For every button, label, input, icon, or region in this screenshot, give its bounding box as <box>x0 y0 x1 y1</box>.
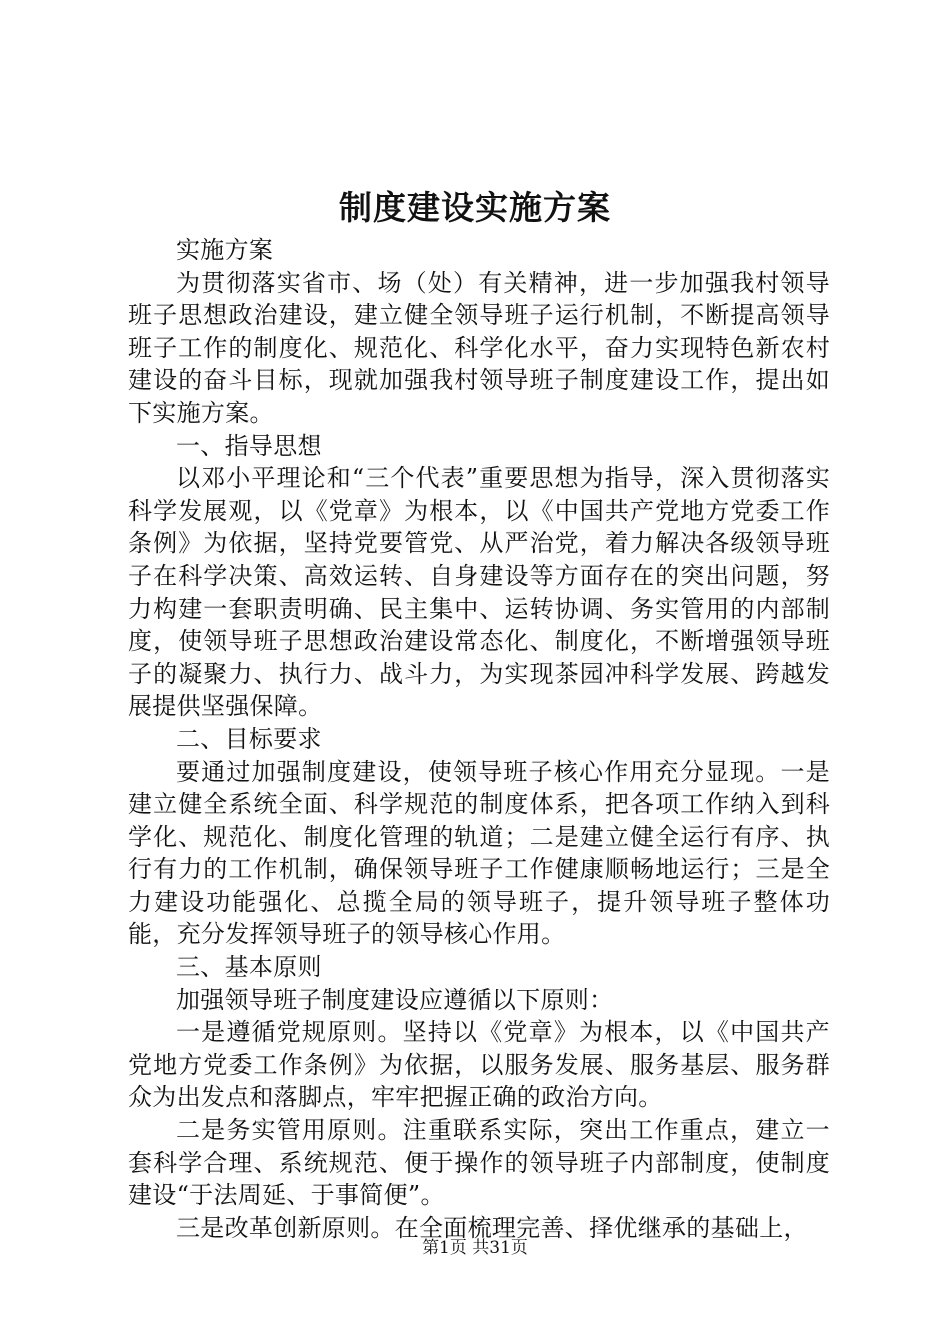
paragraph-principles-intro: 加强领导班子制度建设应遵循以下原则： <box>176 985 614 1014</box>
paragraph-principle-one: 一是遵循党规原则。坚持以《党章》为根本，以《中国共产党地方党委工作条例》为依据，以服务发展、服务基层、服务群众为出发点和落脚点，牢牢把握正确的政治方向。 <box>128 1018 830 1112</box>
section-heading-guiding-thought: 一、指导思想 <box>176 431 322 460</box>
section-heading-principles: 三、基本原则 <box>176 953 322 982</box>
paragraph-goals: 要通过加强制度建设，使领导班子核心作用充分显现。一是建立健全系统全面、科学规范的制度体系，把各项工作纳入到科学化、规范化、制度化管理的轨道；二是建立健全运行有序、执行有力的工作机制，确保领导班子工作健康顺畅地运行；三是全力建设功能强化、总揽全局的领导班子，提升领导班子整体功能，充分发挥领导班子的领导核心作用。 <box>128 757 830 949</box>
paragraph-principle-two: 二是务实管用原则。注重联系实际，突出工作重点，建立一套科学合理、系统规范、便于操作的领导班子内部制度，使制度建设“于法周延、于事简便”。 <box>128 1116 830 1210</box>
paragraph-guiding-thought: 以邓小平理论和“三个代表”重要思想为指导，深入贯彻落实科学发展观，以《党章》为根本，以《中国共产党地方党委工作条例》为依据，坚持党要管党、从严治党，着力解决各级领导班子在科学决策、高效运转、自身建设等方面存在的突出问题，努力构建一套职责明确、民主集中、运转协调、务实管用的内部制度，使领导班子思想政治建设常态化、制度化，不断增强领导班子的凝聚力、执行力、战斗力，为实现茶园冲科学发展、跨越发展提供坚强保障。 <box>128 464 830 721</box>
paragraph-heading: 实施方案 <box>176 236 274 264</box>
paragraph-intro: 为贯彻落实省市、场（处）有关精神，进一步加强我村领导班子思想政治建设，建立健全领导班子运行机制，不断提高领导班子工作的制度化、规范化、科学化水平，奋力实现特色新农村建设的奋斗目标，现就加强我村领导班子制度建设工作，提出如下实施方案。 <box>128 268 830 427</box>
paragraph-principle-three: 三是改革创新原则。在全面梳理完善、择优继承的基础上， <box>176 1213 808 1242</box>
document-title: 制度建设实施方案 <box>339 188 611 227</box>
section-heading-goals: 二、目标要求 <box>176 724 322 753</box>
document-body <box>128 234 830 1244</box>
page-number-footer: 第1页 共31页 <box>422 1238 528 1258</box>
